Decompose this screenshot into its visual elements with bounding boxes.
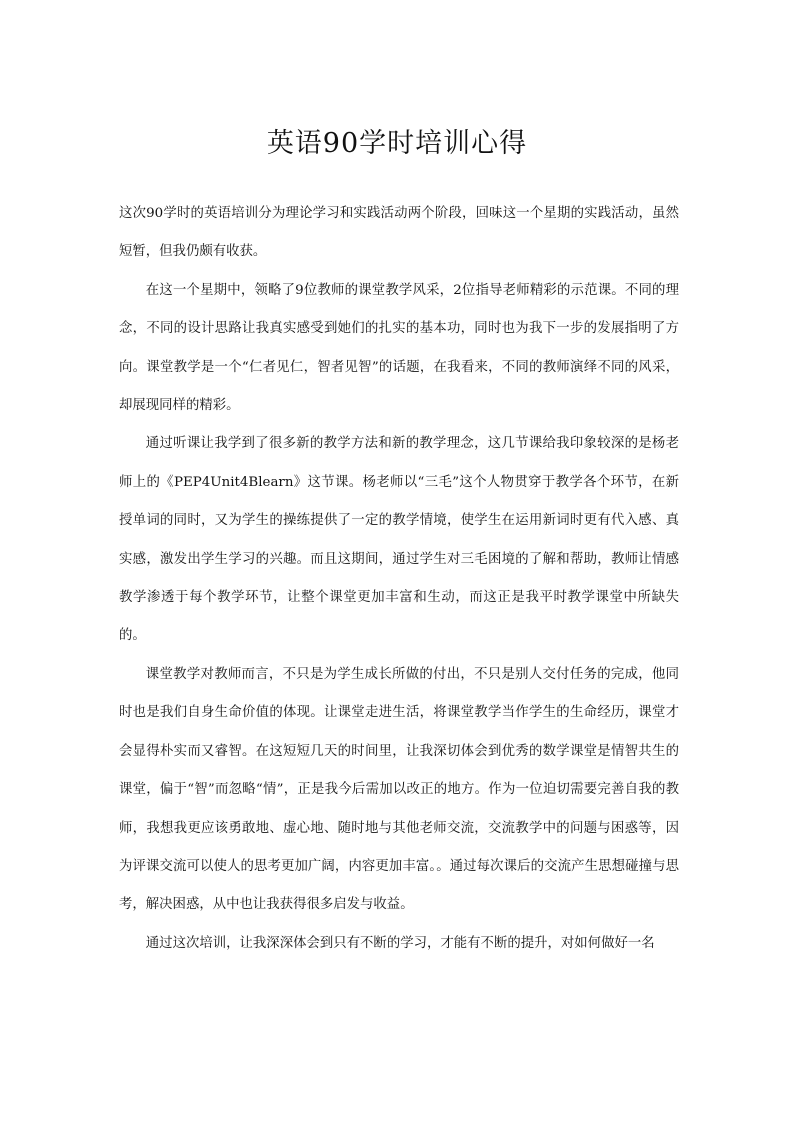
paragraph-3: 通过听课让我学到了很多新的教学方法和新的教学理念，这几节课给我印象较深的是杨老师上的《PEP4Unit4Blearn》这节课。杨老师以“三毛”这个人物贯穿于教学各个环节，在新授单词的同时，又为学生的操练提供了一定的教学情境，使学生在运用新词时更有代入感、真实感，激发出学生学习的兴趣。而且这期间，通过学生对三毛困境的了解和帮助，教师让情感教学渗透于每个教学环节，让整个课堂更加丰富和生动，而这正是我平时教学课堂中所缺失的。 (119, 436, 679, 644)
paragraph-4: 课堂教学对教师而言，不只是为学生成长所做的付出，不只是别人交付任务的完成，他同时也是我们自身生命价值的体现。让课堂走进生活，将课堂教学当作学生的生命经历，课堂才会显得朴实而又睿智。在这短短几天的时间里，让我深切体会到优秀的数学课堂是情智共生的课堂，偏于“智”而忽略“情”，正是我今后需加以改正的地方。作为一位迫切需要完善自我的教师，我想我更应该勇敢地、虚心地、随时地与其他老师交流，交流教学中的问题与困惑等，因为评课交流可以使人的思考更加广阔，内容更加丰富。。通过每次课后的交流产生思想碰撞与思考，解决困惑，从中也让我获得很多启发与收益。 (119, 666, 679, 913)
document-body (119, 195, 679, 963)
document-title: 英语90学时培训心得 (266, 128, 528, 159)
paragraph-2: 在这一个星期中，领略了9位教师的课堂教学风采，2位指导老师精彩的示范课。不同的理念，不同的设计思路让我真实感受到她们的扎实的基本功，同时也为我下一步的发展指明了方向。课堂教学是一个“仁者见仁，智者见智”的话题，在我看来，不同的教师演绎不同的风采，却展现同样的精彩。 (119, 282, 679, 414)
paragraph-5: 通过这次培训，让我深深体会到只有不断的学习，才能有不断的提升，对如何做好一名 (145, 935, 655, 951)
paragraph-1: 这次90学时的英语培训分为理论学习和实践活动两个阶段，回味这一个星期的实践活动，虽然短暂，但我仍颇有收获。 (119, 206, 679, 260)
